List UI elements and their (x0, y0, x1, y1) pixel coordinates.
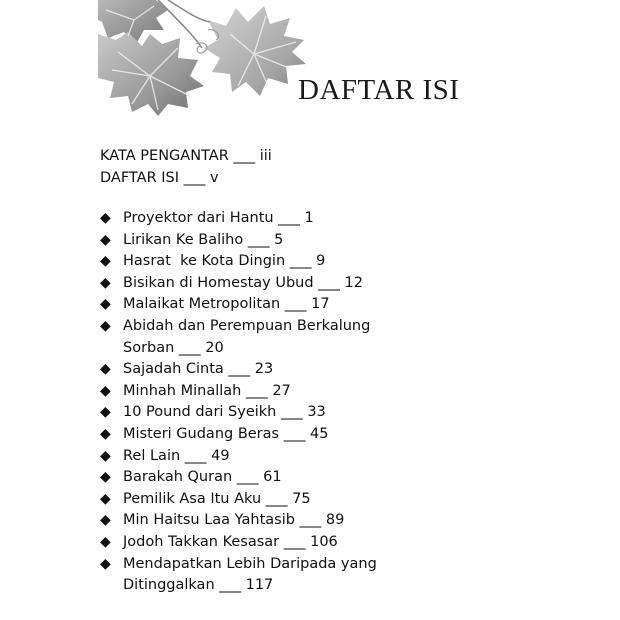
toc-entry (100, 381, 377, 403)
black-diamond-icon: ◆ (100, 512, 111, 529)
toc-entry-text: Barakah Quran ___ 61 (123, 469, 282, 486)
black-diamond-icon: ◆ (100, 317, 111, 334)
toc-entry-text-continued: Ditinggalkan ___ 117 (123, 577, 274, 594)
toc-entry-text: Jodoh Takkan Kesasar ___ 106 (123, 533, 338, 550)
black-diamond-icon: ◆ (100, 382, 111, 399)
toc-entry (100, 446, 377, 468)
toc-entry-text: Abidah dan Perempuan Berkalung (123, 317, 371, 334)
toc-entry (100, 230, 377, 252)
toc-entry (100, 402, 377, 424)
toc-entry (100, 316, 377, 359)
toc-entry-text: Sajadah Cinta ___ 23 (123, 361, 274, 378)
black-diamond-icon: ◆ (100, 490, 111, 507)
black-diamond-icon: ◆ (100, 296, 111, 313)
toc-entry (100, 273, 377, 295)
toc-entry-text: Misteri Gudang Beras ___ 45 (123, 425, 329, 442)
toc-entry (100, 489, 377, 511)
page-title: DAFTAR ISI (298, 74, 460, 106)
black-diamond-icon: ◆ (100, 231, 111, 248)
black-diamond-icon: ◆ (100, 404, 111, 421)
toc-entry-text: Bisikan di Homestay Ubud ___ 12 (123, 274, 363, 291)
toc-entry (100, 424, 377, 446)
black-diamond-icon: ◆ (100, 274, 111, 291)
toc-entry (100, 554, 377, 597)
black-diamond-icon: ◆ (100, 253, 111, 270)
toc-entry (100, 294, 377, 316)
toc-entry-text-continued: Sorban ___ 20 (123, 339, 224, 356)
toc-entry (100, 359, 377, 381)
toc-entry-text: Mendapatkan Lebih Daripada yang (123, 555, 377, 572)
toc-entry-text: Malaikat Metropolitan ___ 17 (123, 296, 330, 313)
black-diamond-icon: ◆ (100, 447, 111, 464)
black-diamond-icon: ◆ (100, 425, 111, 442)
toc-entry-text: Pemilik Asa Itu Aku ___ 75 (123, 490, 311, 507)
toc-entry-text: Proyektor dari Hantu ___ 1 (123, 210, 314, 226)
table-of-contents (100, 208, 377, 597)
front-matter-item: KATA PENGANTAR ___ iii (100, 148, 272, 164)
black-diamond-icon: ◆ (100, 533, 111, 550)
grape-leaves-ornament (98, 0, 320, 116)
toc-entry-text: Lirikan Ke Baliho ___ 5 (123, 231, 284, 248)
toc-entry-text: Hasrat ke Kota Dingin ___ 9 (123, 253, 326, 270)
toc-entry (100, 467, 377, 489)
toc-entry (100, 532, 377, 554)
black-diamond-icon: ◆ (100, 469, 111, 486)
toc-entry-text: Minhah Minallah ___ 27 (123, 382, 291, 399)
black-diamond-icon: ◆ (100, 555, 111, 572)
toc-entry-text: 10 Pound dari Syeikh ___ 33 (123, 404, 326, 421)
toc-entry (100, 510, 377, 532)
black-diamond-icon: ◆ (100, 361, 111, 378)
front-matter-list (100, 145, 272, 189)
toc-entry-text: Min Haitsu Laa Yahtasib ___ 89 (123, 512, 345, 529)
black-diamond-icon: ◆ (100, 210, 111, 226)
front-matter-item: DAFTAR ISI ___ v (100, 170, 219, 186)
toc-entry (100, 208, 377, 230)
toc-entry (100, 251, 377, 273)
toc-entry-text: Rel Lain ___ 49 (123, 447, 230, 464)
